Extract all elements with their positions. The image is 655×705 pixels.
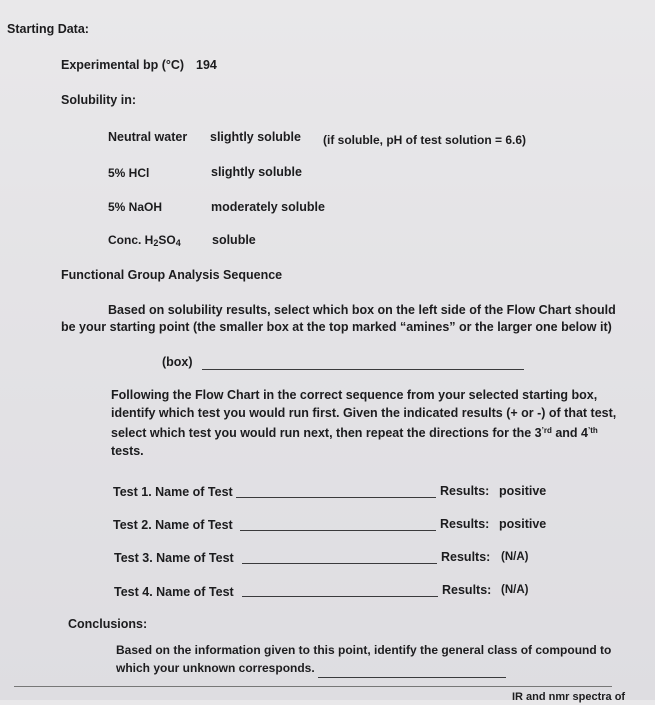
h2so4-prefix: Conc. H: [108, 233, 154, 247]
test-4-results-label: Results:: [442, 583, 492, 597]
test-3-result: (N/A): [501, 551, 529, 563]
test-3-label: Test 3. Name of Test: [114, 551, 234, 565]
h2so4-so: SO: [158, 233, 176, 247]
test-4-label: Test 4. Name of Test: [114, 585, 234, 599]
result-neutral-water: slightly soluble: [210, 130, 301, 144]
experimental-bp-label: Experimental bp (°C): [61, 58, 185, 72]
h2so4-sub-2: 2: [153, 238, 159, 248]
box-answer-line[interactable]: [202, 369, 524, 370]
test-2-name-line[interactable]: [240, 530, 436, 531]
conclusions-heading: Conclusions:: [68, 617, 148, 631]
solubility-heading: Solubility in:: [61, 93, 136, 107]
cutoff-ir-nmr-text: IR and nmr spectra of: [512, 691, 626, 703]
result-naoh: moderately soluble: [211, 200, 325, 214]
test-1-label: Test 1. Name of Test: [113, 485, 233, 499]
test-1-name-line[interactable]: [236, 497, 436, 498]
section-divider: [14, 686, 612, 687]
box-label: (box): [162, 355, 193, 369]
solvent-conc-h2so4: [108, 233, 181, 251]
solvent-naoh: 5% NaOH: [108, 200, 163, 214]
conclusion-question: Based on the information given to this point, identify the general class of compound to which your unknown corresponds.: [116, 643, 612, 675]
h2so4-sub-4: 4: [175, 238, 181, 248]
instruction-and-4: and 4: [551, 426, 588, 440]
test-4-name-line[interactable]: [242, 596, 438, 597]
experimental-bp-value: 194: [196, 58, 217, 72]
sup-th: ’th: [588, 426, 598, 435]
test-4-result: (N/A): [501, 584, 529, 596]
solvent-neutral-water: Neutral water: [108, 130, 188, 144]
sup-rd: ’rd: [541, 426, 552, 435]
test-1-result: positive: [499, 484, 547, 498]
conclusion-answer-line[interactable]: [318, 677, 506, 678]
starting-data-heading: Starting Data:: [7, 22, 89, 36]
instruction-tests: tests.: [111, 443, 144, 458]
solvent-hcl: 5% HCl: [108, 166, 150, 180]
instruction-flow-chart: [111, 387, 631, 460]
test-2-results-label: Results:: [440, 517, 490, 531]
result-hcl: slightly soluble: [211, 165, 302, 179]
fga-heading: Functional Group Analysis Sequence: [61, 268, 283, 282]
result-conc-h2so4: soluble: [212, 233, 256, 247]
test-1-results-label: Results:: [440, 484, 490, 498]
instruction-starting-box: Based on solubility results, select which box on the left side of the Flow Chart should be your starting point (the smaller box at the top marked “amines” or the larger one below it): [61, 303, 616, 334]
test-2-result: positive: [499, 517, 547, 531]
test-3-results-label: Results:: [441, 550, 491, 564]
instruction-flow-chart-text: Following the Flow Chart in the correct sequence from your selected starting box, identify which test you would run first. Given the indicated results (+ or -) of that test, select which test you would run next, then repeat the directions for the 3: [111, 388, 617, 440]
neutral-water-ph-note: (if soluble, pH of test solution = 6.6): [323, 133, 527, 147]
test-2-label: Test 2. Name of Test: [113, 518, 233, 532]
test-3-name-line[interactable]: [242, 563, 437, 564]
